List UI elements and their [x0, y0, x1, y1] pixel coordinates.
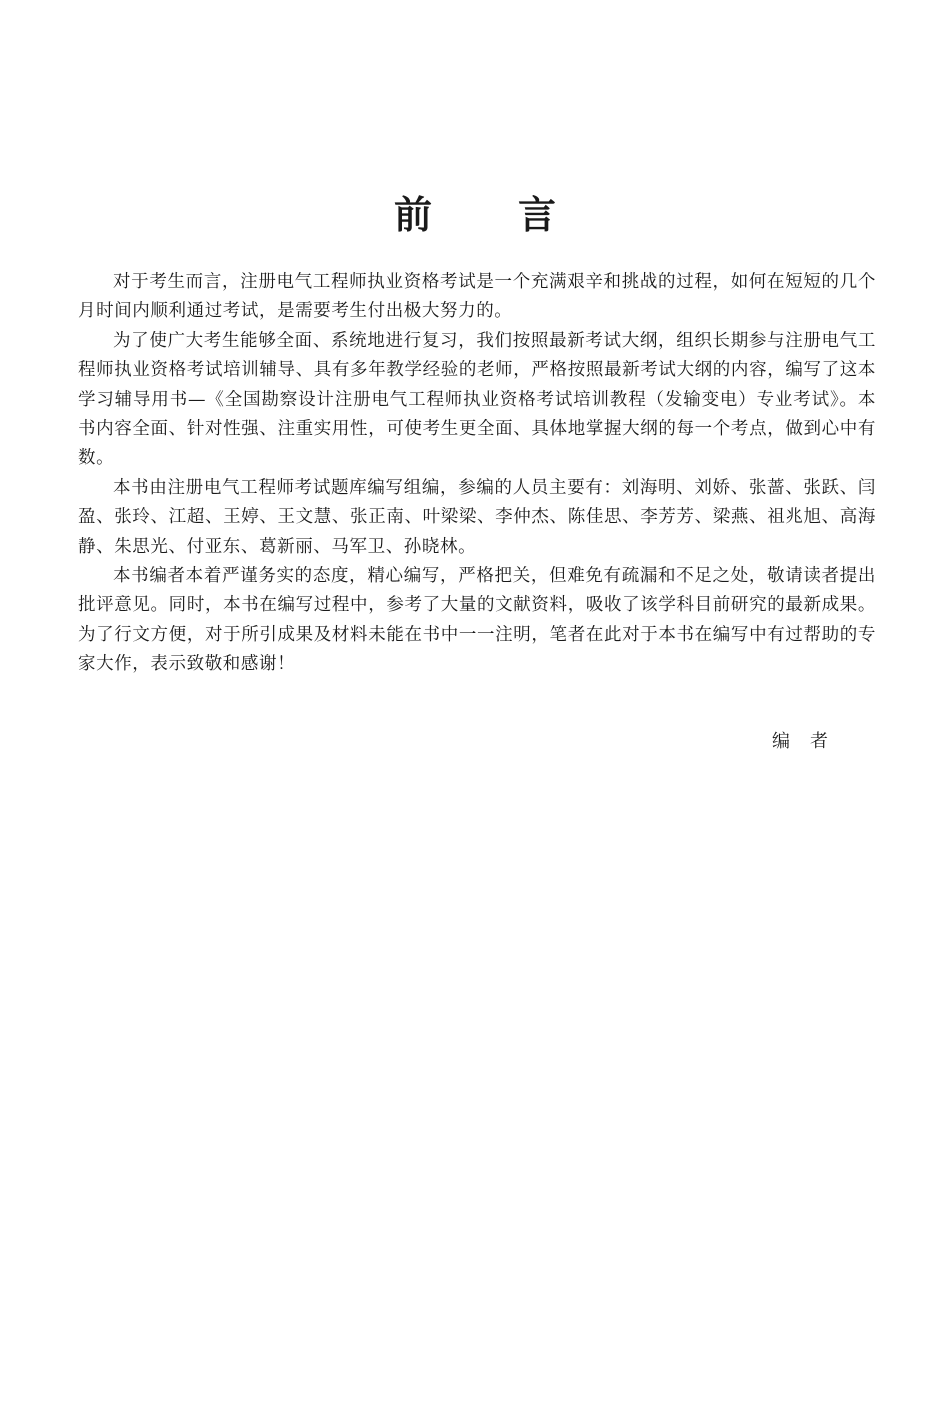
paragraph-4: 本书编者本着严谨务实的态度，精心编写，严格把关，但难免有疏漏和不足之处，敬请读者提出批评意见。同时，本书在编写过程中，参考了大量的文献资料，吸收了该学科目前研究的最新成果。为了行文方便，对于所引成果及材料未能在书中一一注明，笔者在此对于本书在编写中有过帮助的专家大作，表示致敬和感谢！: [78, 566, 876, 675]
author-signature: [772, 728, 828, 756]
paragraph-2: 为了使广大考生能够全面、系统地进行复习，我们按照最新考试大纲，组织长期参与注册电气工程师执业资格考试培训辅导、具有多年教学经验的老师，严格按照最新考试大纲的内容，编写了这本学习辅导用书—《全国勘察设计注册电气工程师执业资格考试培训教程（发输变电）专业考试》。本书内容全面、针对性强、注重实用性，可使考生更全面、具体地掌握大纲的每一个考点，做到心中有数。: [78, 330, 876, 469]
signature-char-1: 编: [772, 731, 790, 752]
title-char-2: 言: [518, 193, 557, 238]
signature-char-2: 者: [810, 731, 828, 752]
page-title: [0, 191, 950, 239]
title-char-1: 前: [393, 193, 432, 238]
paragraph-1: 对于考生而言，注册电气工程师执业资格考试是一个充满艰辛和挑战的过程，如何在短短的几个月时间内顺利通过考试，是需要考生付出极大努力的。: [78, 272, 876, 322]
paragraph-3: 本书由注册电气工程师考试题库编写组编，参编的人员主要有：刘海明、刘娇、张蔷、张跃、闫盈、张玲、江超、王婷、王文慧、张正南、叶梁梁、李仲杰、陈佳思、李芳芳、梁燕、祖兆旭、高海静、朱思光、付亚东、葛新丽、马军卫、孙晓林。: [78, 477, 876, 557]
preface-body: [78, 268, 876, 680]
